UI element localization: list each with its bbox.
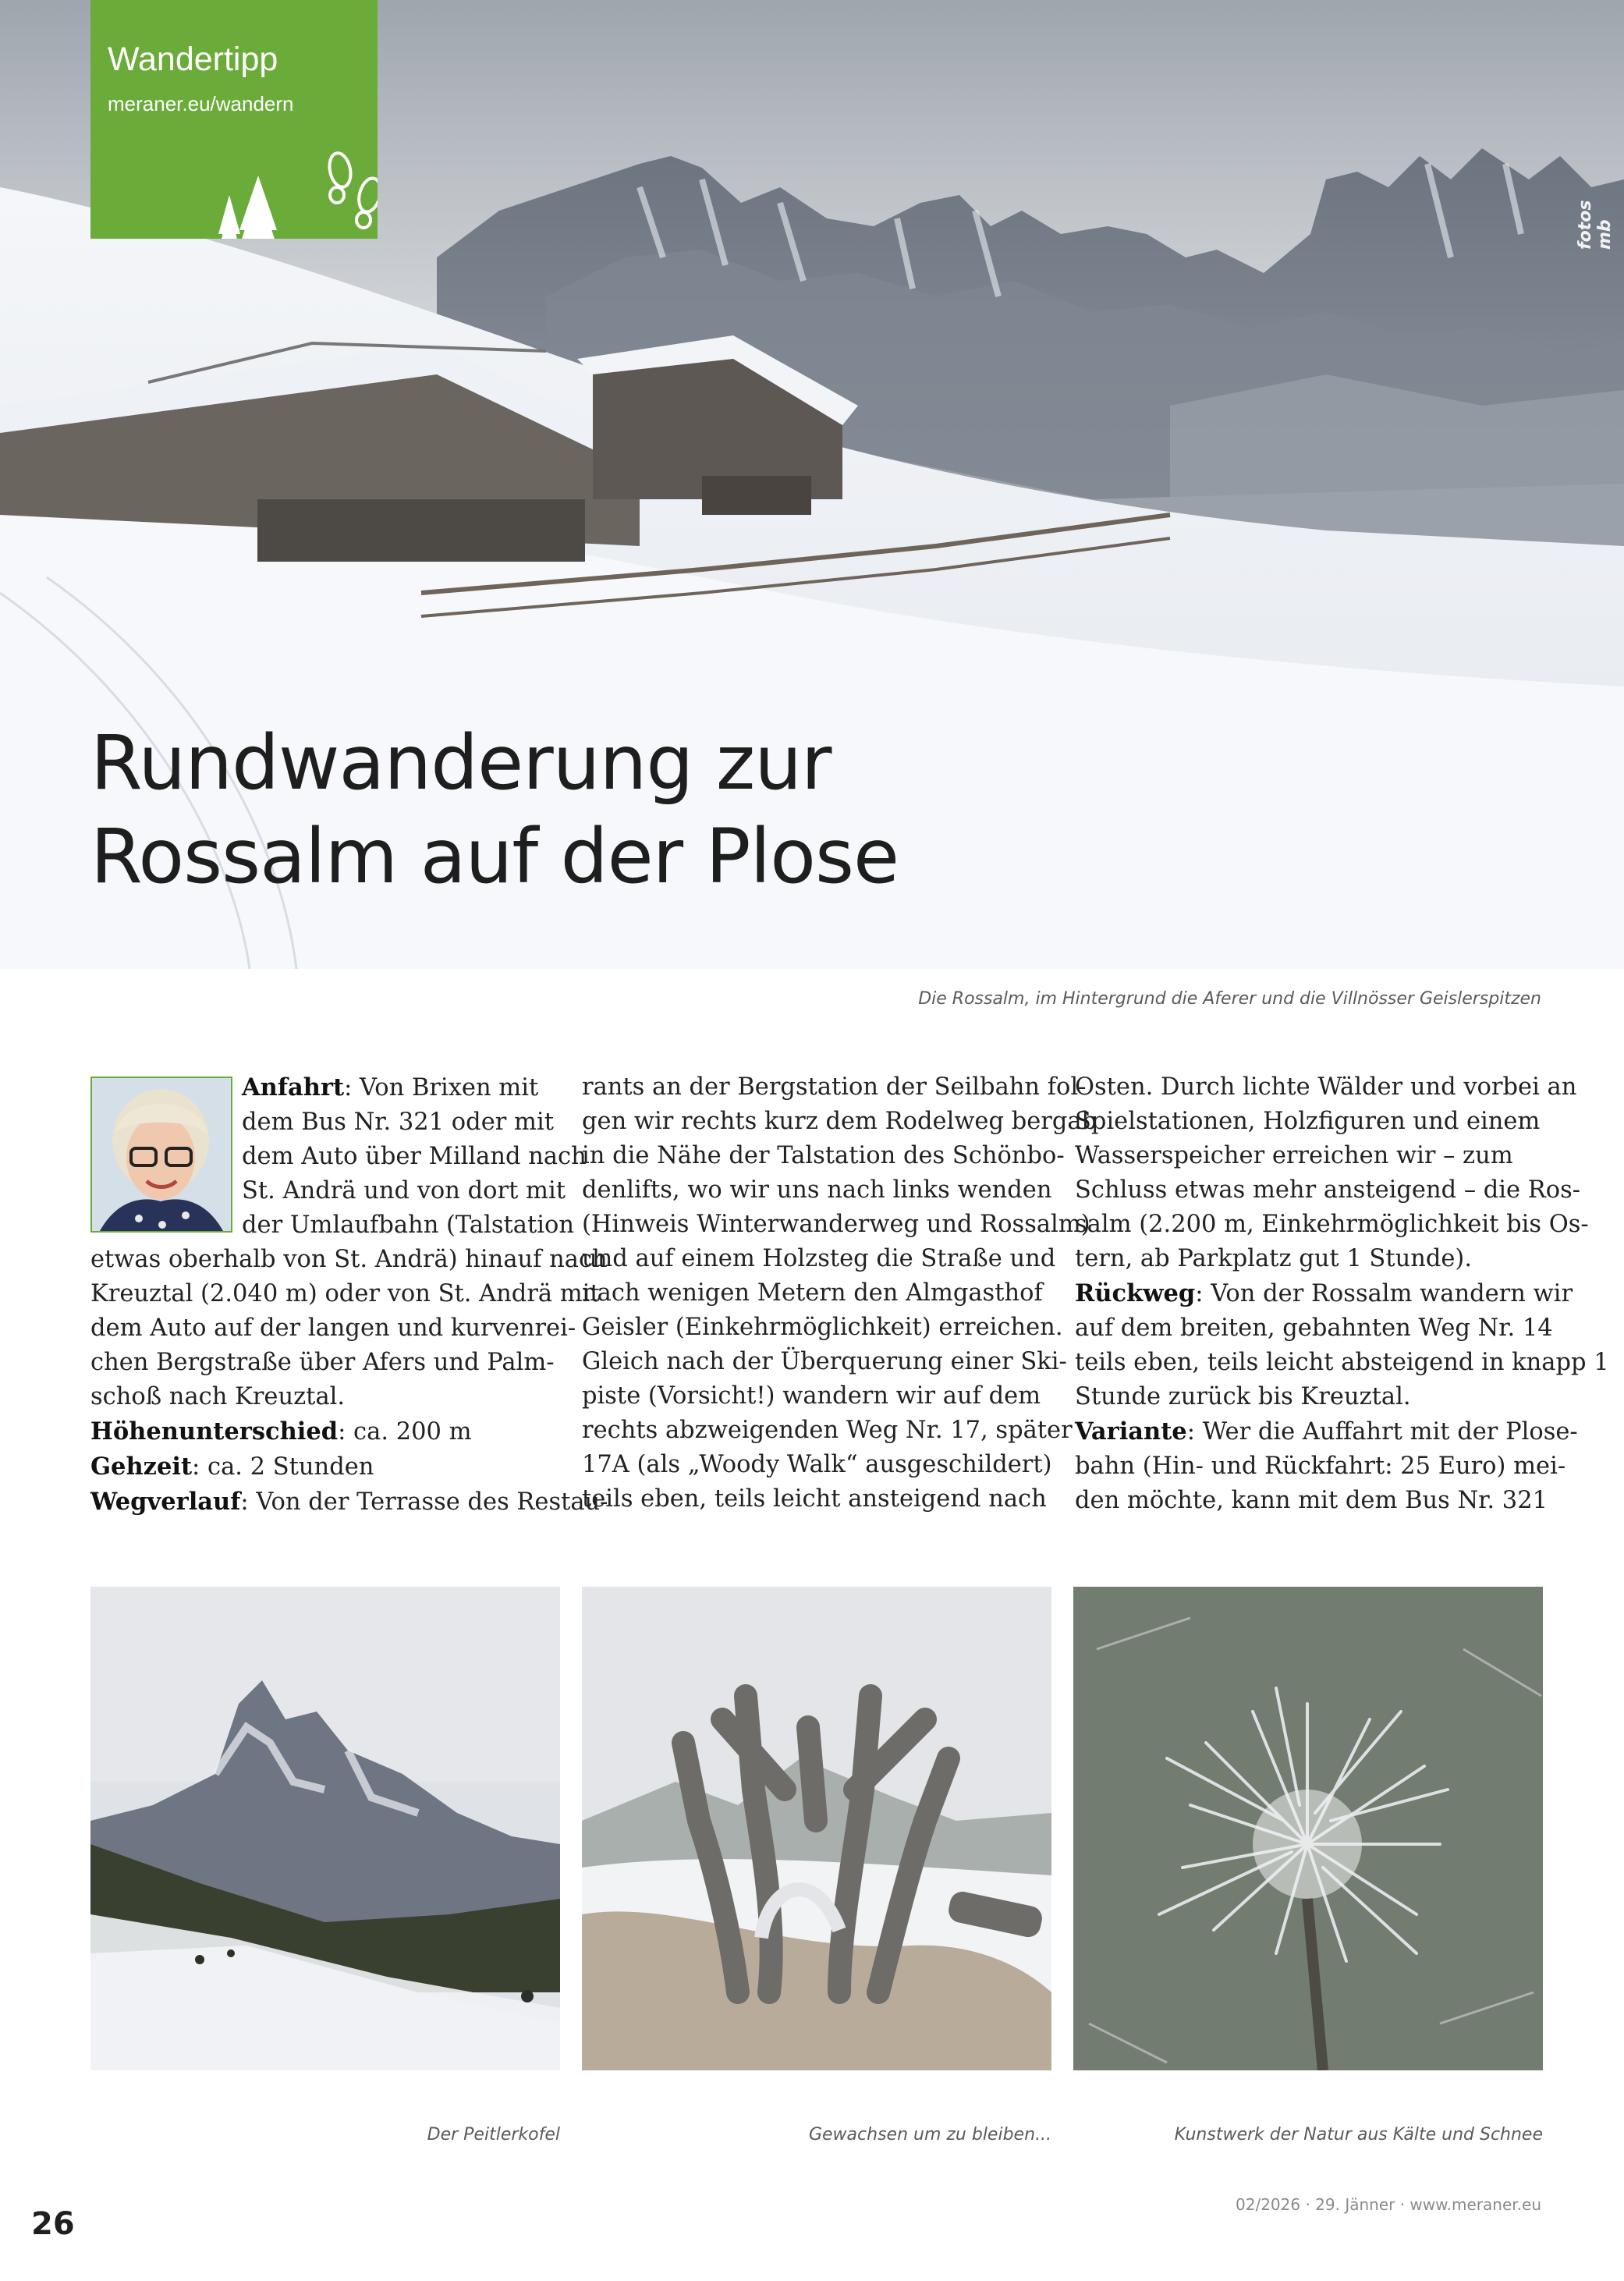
wegverlauf-line (90, 1485, 608, 1520)
section-tag (90, 0, 378, 239)
gehzeit-line (90, 1449, 555, 1485)
text-line: den möchte, kann mit dem Bus Nr. 321 (1075, 1487, 1548, 1514)
variante-first: : Wer die Auffahrt mit der Plose- (1186, 1418, 1578, 1446)
variante-label: Variante (1075, 1417, 1187, 1446)
peitlerkofel-image (90, 1587, 560, 2070)
text-line: piste (Vorsicht!) wandern wir auf dem (582, 1382, 1041, 1410)
text-line: Stunde zurück bis Kreuztal. (1075, 1383, 1411, 1410)
text-line: St. Andrä und von dort mit (242, 1177, 566, 1204)
text-line: schoß nach Kreuztal. (90, 1383, 346, 1410)
text-line: auf dem breiten, gebahnten Weg Nr. 14 (1075, 1314, 1553, 1342)
page-title-line1: Rundwanderung zur (90, 719, 832, 807)
text-line: Kreuztal (2.040 m) oder von St. Andrä mit (90, 1280, 600, 1307)
peitlerkofel-caption: Der Peitlerkofel (427, 2125, 560, 2144)
text-line: nach wenigen Metern den Almgasthof (582, 1279, 1043, 1307)
frost-pine-photo (1073, 1587, 1543, 2070)
text-line: etwas oberhalb von St. Andrä) hinauf nach (90, 1246, 608, 1273)
photo-credit: fotos mb (1576, 200, 1615, 250)
section-tag-url[interactable]: meraner.eu/wandern (108, 92, 294, 115)
wegverlauf-value: : Von der Terrasse des Restau- (240, 1488, 608, 1516)
section-tag-title: Wandertipp (108, 41, 278, 78)
text-line: dem Bus Nr. 321 oder mit (242, 1109, 554, 1136)
text-line: : Von Brixen mit (344, 1074, 539, 1101)
hoehen-value: : ca. 200 m (338, 1418, 472, 1446)
hoehenunterschied-line (90, 1414, 555, 1449)
text-line: rants an der Bergstation der Seilbahn fol- (582, 1073, 1087, 1101)
page-title-line2: Rossalm auf der Plose (90, 813, 899, 900)
text-line: denlifts, wo wir uns nach links wenden (582, 1176, 1052, 1204)
anfahrt-intro (90, 1070, 587, 1243)
text-line: der Umlaufbahn (Talstation (242, 1211, 574, 1239)
frost-pine-caption: Kunstwerk der Natur aus Kälte und Schnee (1174, 2125, 1543, 2144)
article-column-3 (1075, 1070, 1609, 1518)
anfahrt-label: Anfahrt (242, 1073, 345, 1101)
rueckweg-line (1075, 1276, 1573, 1311)
text-line: in die Nähe der Talstation des Schönbo- (582, 1142, 1065, 1169)
text-line: (Hinweis Winterwanderweg und Rossalm) (582, 1211, 1090, 1238)
text-line: dem Auto auf der langen und kurvenrei- (90, 1314, 576, 1342)
text-line: bahn (Hin- und Rückfahrt: 25 Euro) mei- (1075, 1453, 1566, 1480)
wood-sculpture-image (582, 1587, 1051, 2070)
article-column-1 (90, 1070, 608, 1520)
article-column-2 (582, 1070, 1097, 1517)
text-line: Osten. Durch lichte Wälder und vorbei an (1075, 1073, 1577, 1101)
rueckweg-label: Rückweg (1075, 1279, 1196, 1307)
footer-issue: 02/2026 · 29. Jänner · www.meraner.eu (1236, 2195, 1541, 2214)
tree-and-footprint-icon (90, 0, 378, 239)
page-title (90, 716, 1105, 903)
hoehen-label: Höhenunterschied (90, 1417, 339, 1446)
text-line: Gleich nach der Überquerung einer Ski- (582, 1348, 1067, 1375)
text-line: Geisler (Einkehrmöglichkeit) erreichen. (582, 1314, 1063, 1341)
variante-line (1075, 1414, 1578, 1449)
woody-walk-photo (582, 1587, 1051, 2070)
wegverlauf-label: Wegverlauf (90, 1488, 241, 1516)
hero-caption: Die Rossalm, im Hintergrund die Aferer und die Villnösser Geislerspitzen (918, 989, 1541, 1009)
text-line: teils eben, teils leicht absteigend in knapp 1 (1075, 1349, 1609, 1376)
text-line: Schluss etwas mehr ansteigend – die Ros- (1075, 1176, 1581, 1204)
text-line: Wasserspeicher erreichen wir – zum (1075, 1142, 1513, 1169)
page-number: 26 (31, 2206, 75, 2242)
hero-photo (0, 0, 1624, 969)
text-line: tern, ab Parkplatz gut 1 Stunde). (1075, 1245, 1473, 1272)
frost-pine-image (1073, 1587, 1543, 2070)
gehzeit-label: Gehzeit (90, 1453, 193, 1481)
text-line: teils eben, teils leicht ansteigend nach (582, 1485, 1047, 1513)
text-line: dem Auto über Milland nach (242, 1143, 587, 1170)
gehzeit-value: : ca. 2 Stunden (192, 1453, 374, 1481)
rueckweg-first: : Von der Rossalm wandern wir (1195, 1280, 1573, 1307)
text-line: und auf einem Holzsteg die Straße und (582, 1245, 1056, 1272)
text-line: Spielstationen, Holzfiguren und einem (1075, 1108, 1541, 1135)
woody-walk-caption: Gewachsen um zu bleiben... (808, 2125, 1051, 2144)
peitlerkofel-photo (90, 1587, 560, 2070)
text-line: chen Bergstraße über Afers und Palm- (90, 1349, 555, 1376)
text-line: gen wir rechts kurz dem Rodelweg bergab (582, 1108, 1097, 1135)
text-line: salm (2.200 m, Einkehrmöglichkeit bis Os- (1075, 1211, 1589, 1238)
text-line: 17A (als „Woody Walk“ ausgeschildert) (582, 1451, 1052, 1478)
text-line: rechts abzweigenden Weg Nr. 17, später (582, 1417, 1073, 1444)
